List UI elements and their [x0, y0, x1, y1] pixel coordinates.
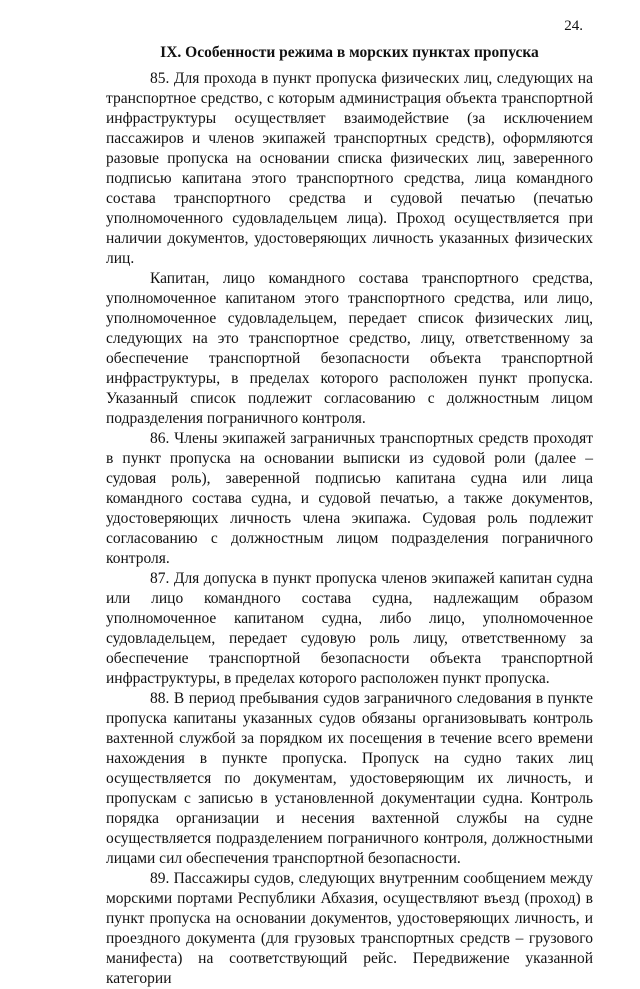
paragraph-87: 87. Для допуска в пункт пропуска членов экипажей капитан судна или лицо командного состава судна, надлежащим образом уполномоченное капитаном судна, либо лицо, уполномоченное судовладельцем, передает судовую роль лицу, ответственному за обеспечение транспортной безопасности объекта транспортной инфраструктуры, в пределах которого расположен пункт пропуска.: [106, 570, 593, 687]
paragraph-88: 88. В период пребывания судов заграничного следования в пункте пропуска капитаны указанных судов обязаны организовывать контроль вахтенной службой за порядком их посещения в течение всего времени нахождения в пункте пропуска. Пропуск на судно таких лиц осуществляется по документам, удостоверяющим их личность, и пропускам с записью в установленной документации судна. Контроль порядка организации и несения вахтенной службы на судне осуществляется подразделением пограничного контроля, должностными лицами сил обеспечения транспортной безопасности.: [106, 690, 593, 867]
paragraph-85-continued: Капитан, лицо командного состава транспортного средства, уполномоченное капитаном этого транспортного средства, или лицо, уполномоченное судовладельцем, передает список физических лиц, следующих на это транспортное средство, лицу, ответственному за обеспечение транспортной безопасности объекта транспортной инфраструктуры, в пределах которого расположен пункт пропуска. Указанный список подлежит согласованию с должностным лицом подразделения пограничного контроля.: [106, 270, 593, 427]
paragraph-86: 86. Члены экипажей заграничных транспортных средств проходят в пункт пропуска на основании выписки из судовой роли (далее – судовая роль), заверенной подписью капитана судна или лица командного состава судна, и судовой печатью, а также документов, удостоверяющих личность члена экипажа. Судовая роль подлежит согласованию с должностным лицом подразделения пограничного контроля.: [106, 430, 593, 567]
page-number: 24.: [564, 18, 583, 34]
document-body: [106, 0, 593, 989]
section-heading: IX. Особенности режима в морских пунктах пропуска: [160, 44, 539, 61]
paragraph-85: 85. Для прохода в пункт пропуска физических лиц, следующих на транспортное средство, с которым администрация объекта транспортной инфраструктуры осуществляет взаимодействие (за исключением пассажиров и членов экипажей транспортных средств), оформляются разовые пропуска на основании списка физических лиц, заверенного подписью капитана этого транспортного средства, лица командного состава транспортного средства и судовой печатью (печатью уполномоченного судовладельцем лица). Проход осуществляется при наличии документов, удостоверяющих личность указанных физических лиц.: [106, 70, 593, 267]
paragraph-89: 89. Пассажиры судов, следующих внутренним сообщением между морскими портами Республики Абхазия, осуществляют въезд (проход) в пункт пропуска на основании документов, удостоверяющих личность, и проездного документа (для грузовых транспортных средств – грузового манифеста) на соответствующий рейс. Передвижение указанной категории: [106, 870, 593, 987]
